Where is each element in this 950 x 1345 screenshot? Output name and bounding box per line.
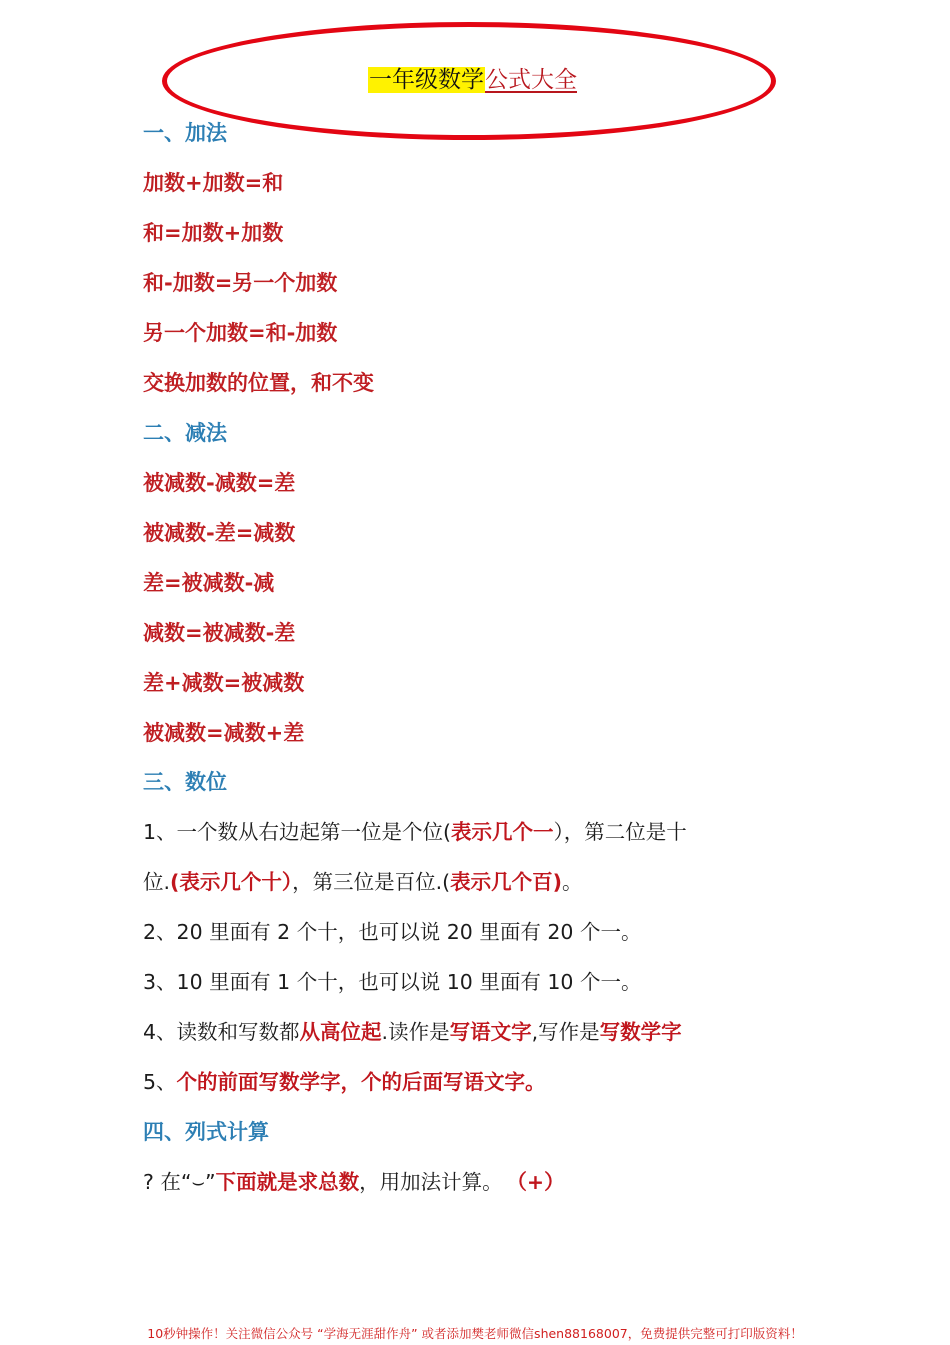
section-heading-calc: 四、列式计算 [143,1120,269,1144]
emphasis-run: 下面就是求总数 [215,1170,360,1194]
place-paragraph-4 [143,1012,682,1052]
emphasis-run: 个的前面写数学字，个的后面写语文字。 [176,1070,546,1094]
emphasis-run: 表示几个一 [451,820,554,844]
text-run: ），第二位是十 [553,820,687,844]
place-paragraph-5 [143,1062,546,1102]
formula-line: 减数=被减数-差 [143,621,296,645]
place-paragraph-1-cont [143,862,583,902]
section-heading-add: 一、加法 [143,121,227,145]
title-highlight: 一年级数学 [369,67,484,93]
formula-line: 被减数-差=减数 [143,521,296,545]
text-run: ,写作是 [531,1020,600,1044]
place-paragraph-1 [143,812,687,852]
emphasis-run: 写语文字 [449,1020,532,1044]
text-run: ，第三位是百位.( [292,870,451,894]
calc-paragraph-1 [143,1162,565,1202]
text-run: ，用加法计算。 [359,1170,503,1194]
emphasis-run: 写数学字 [599,1020,682,1044]
section-heading-place: 三、数位 [143,770,227,794]
formula-line: 差=被减数-减 [143,571,275,595]
place-paragraph-3: 3、10 里面有 1 个十，也可以说 10 里面有 10 个一。 [143,970,642,994]
emphasis-run: （+） [516,1170,565,1194]
text-run: 5、 [143,1070,177,1094]
emphasis-run: 从高位起 [299,1020,382,1044]
text-run: .读作是 [381,1020,450,1044]
text-run: ? 在“⌣” [143,1170,216,1194]
emphasis-run: 表示几个百) [450,870,563,894]
formula-line: 交换加数的位置，和不变 [143,371,374,395]
formula-line: 和-加数=另一个加数 [143,271,338,295]
footer-notice: 10秒钟操作！关注微信公众号 “学海无涯甜作舟” 或者添加樊老师微信shen88168007，免费提供完整可打印版资料！ [147,1326,803,1341]
text-run: 4、读数和写数都 [143,1020,300,1044]
title-underline: 公式大全 [485,67,577,93]
formula-line: 被减数-减数=差 [143,471,296,495]
section-heading-sub: 二、减法 [143,421,227,445]
emphasis-run: (表示几个十） [170,870,293,894]
formula-line: 加数+加数=和 [143,171,284,195]
page-title [368,62,577,98]
place-paragraph-2: 2、20 里面有 2 个十，也可以说 20 里面有 20 个一。 [143,920,642,944]
formula-line: 和=加数+加数 [143,221,284,245]
text-run: 。 [562,870,583,894]
formula-line: 另一个加数=和-加数 [143,321,338,345]
formula-line: 被减数=减数+差 [143,721,305,745]
text-run: 位. [143,870,171,894]
text-run: 1、一个数从右边起第一位是个位( [143,820,452,844]
formula-line: 差+减数=被减数 [143,671,305,695]
